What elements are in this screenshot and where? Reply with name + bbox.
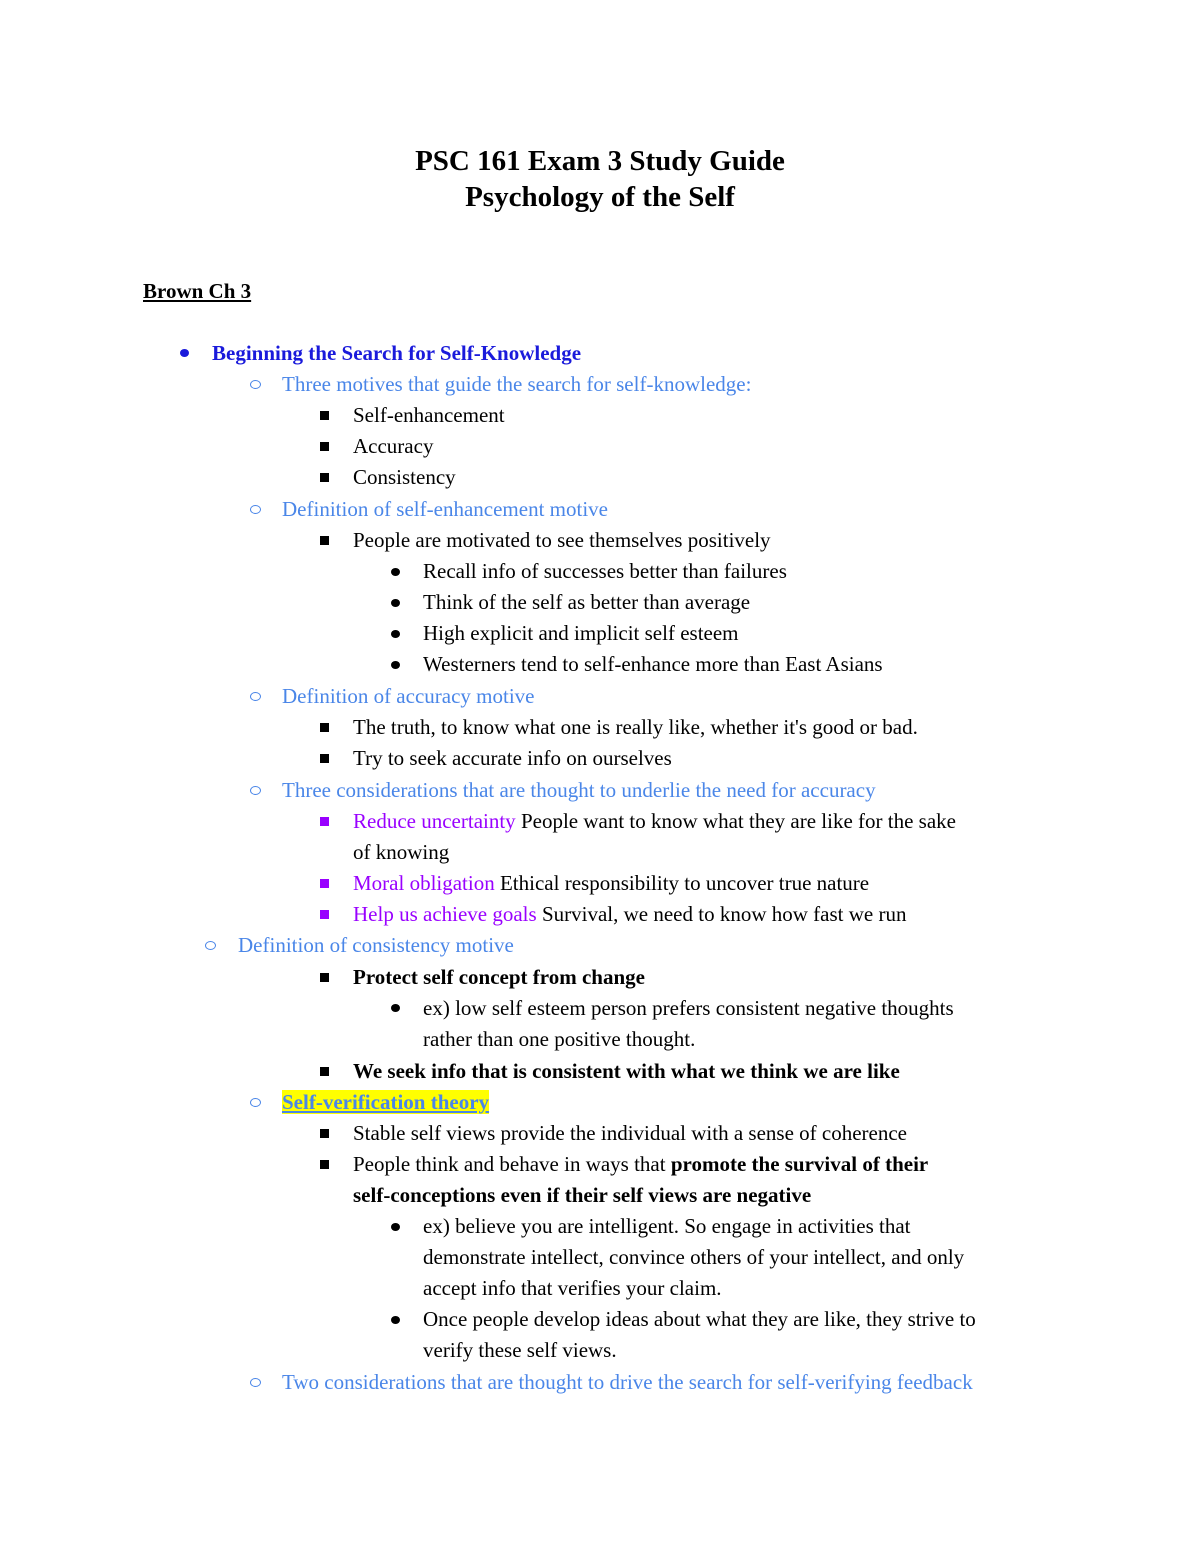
bullet-square — [320, 411, 329, 420]
outline-item-l21: ex) low self esteem person prefers consistent negative thoughts — [423, 996, 954, 1020]
bullet-square — [320, 723, 329, 732]
bold-run: promote the survival of their — [670, 1152, 929, 1176]
highlighted-term: Self-verification theory — [282, 1090, 490, 1114]
bullet-dot — [180, 349, 189, 357]
outline-item-l25 — [353, 1149, 928, 1180]
bullet-dot — [391, 599, 400, 607]
document-title: PSC 161 Exam 3 Study Guide — [415, 145, 785, 177]
bullet-dot — [391, 1004, 400, 1012]
bullet-dot — [391, 568, 400, 576]
outline-item-l3: Self-enhancement — [353, 403, 505, 427]
bullet-square — [320, 910, 329, 919]
bullet-square — [320, 973, 329, 982]
outline-item-l21-cont: rather than one positive thought. — [423, 1027, 696, 1051]
outline-item-l24: Stable self views provide the individual with a sense of coherence — [353, 1121, 907, 1145]
outline-item-l26-cont2: accept info that verifies your claim. — [423, 1276, 722, 1300]
outline-item-l18 — [353, 899, 906, 930]
bullet-square — [320, 1160, 329, 1169]
bullet-ring — [250, 786, 261, 795]
outline-item-l7: People are motivated to see themselves positively — [353, 528, 771, 552]
bullet-dot — [391, 1223, 400, 1231]
term-label: Moral obligation — [353, 871, 495, 895]
bullet-ring — [250, 380, 261, 389]
outline-item-l16-cont: of knowing — [353, 840, 450, 864]
bullet-ring — [250, 1378, 261, 1387]
term-label: Reduce uncertainty — [353, 809, 516, 833]
bullet-square — [320, 536, 329, 545]
outline-item-l26: ex) believe you are intelligent. So engage in activities that — [423, 1214, 911, 1238]
outline-item-l1: Beginning the Search for Self-Knowledge — [212, 341, 582, 365]
outline-item-l27: Once people develop ideas about what they are like, they strive to — [423, 1307, 976, 1331]
outline-item-l17 — [353, 868, 869, 899]
section-heading: Brown Ch 3 — [143, 279, 252, 303]
outline-item-l5: Consistency — [353, 465, 456, 489]
bullet-square — [320, 1067, 329, 1076]
outline-item-l11: Westerners tend to self-enhance more than East Asians — [423, 652, 883, 676]
text-run: People think and behave in ways that — [353, 1152, 671, 1176]
bullet-ring — [250, 505, 261, 514]
outline-item-l2: Three motives that guide the search for self-knowledge: — [282, 372, 752, 396]
bullet-dot — [391, 1316, 400, 1324]
outline-item-l10: High explicit and implicit self esteem — [423, 621, 739, 645]
outline-item-l8: Recall info of successes better than failures — [423, 559, 787, 583]
outline-item-l27-cont: verify these self views. — [423, 1338, 617, 1362]
outline-item-l26-cont1: demonstrate intellect, convince others of your intellect, and only — [423, 1245, 965, 1269]
outline-item-l25-cont: self-conceptions even if their self views are negative — [353, 1183, 812, 1207]
outline-item-l20: Protect self concept from change — [353, 965, 645, 989]
outline-item-l4: Accuracy — [353, 434, 434, 458]
bullet-square — [320, 754, 329, 763]
document-subtitle: Psychology of the Self — [465, 181, 735, 213]
term-label: Help us achieve goals — [353, 902, 537, 926]
bullet-square — [320, 817, 329, 826]
bullet-dot — [391, 630, 400, 638]
bullet-square — [320, 473, 329, 482]
outline-item-l28: Two considerations that are thought to drive the search for self-verifying feedback — [282, 1370, 973, 1394]
bullet-ring — [205, 941, 216, 950]
bullet-dot — [391, 661, 400, 669]
bullet-square — [320, 879, 329, 888]
bullet-square — [320, 442, 329, 451]
bullet-square — [320, 1129, 329, 1138]
bullet-ring — [250, 1098, 261, 1107]
outline-item-l6: Definition of self-enhancement motive — [282, 497, 608, 521]
outline-item-l13: The truth, to know what one is really like, whether it's good or bad. — [353, 715, 918, 739]
outline-item-l19: Definition of consistency motive — [238, 933, 514, 957]
outline-item-l14: Try to seek accurate info on ourselves — [353, 746, 672, 770]
outline-item-l9: Think of the self as better than average — [423, 590, 751, 614]
term-definition: Ethical responsibility to uncover true nature — [494, 871, 870, 895]
outline-item-l15: Three considerations that are thought to underlie the need for accuracy — [282, 778, 876, 802]
term-definition: People want to know what they are like for the sake — [515, 809, 956, 833]
term-definition: Survival, we need to know how fast we run — [536, 902, 907, 926]
outline-item-l23 — [282, 1087, 489, 1118]
outline-item-l22: We seek info that is consistent with what we think we are like — [353, 1059, 900, 1083]
bullet-ring — [250, 692, 261, 701]
outline-item-l16 — [353, 806, 956, 837]
outline-item-l12: Definition of accuracy motive — [282, 684, 535, 708]
